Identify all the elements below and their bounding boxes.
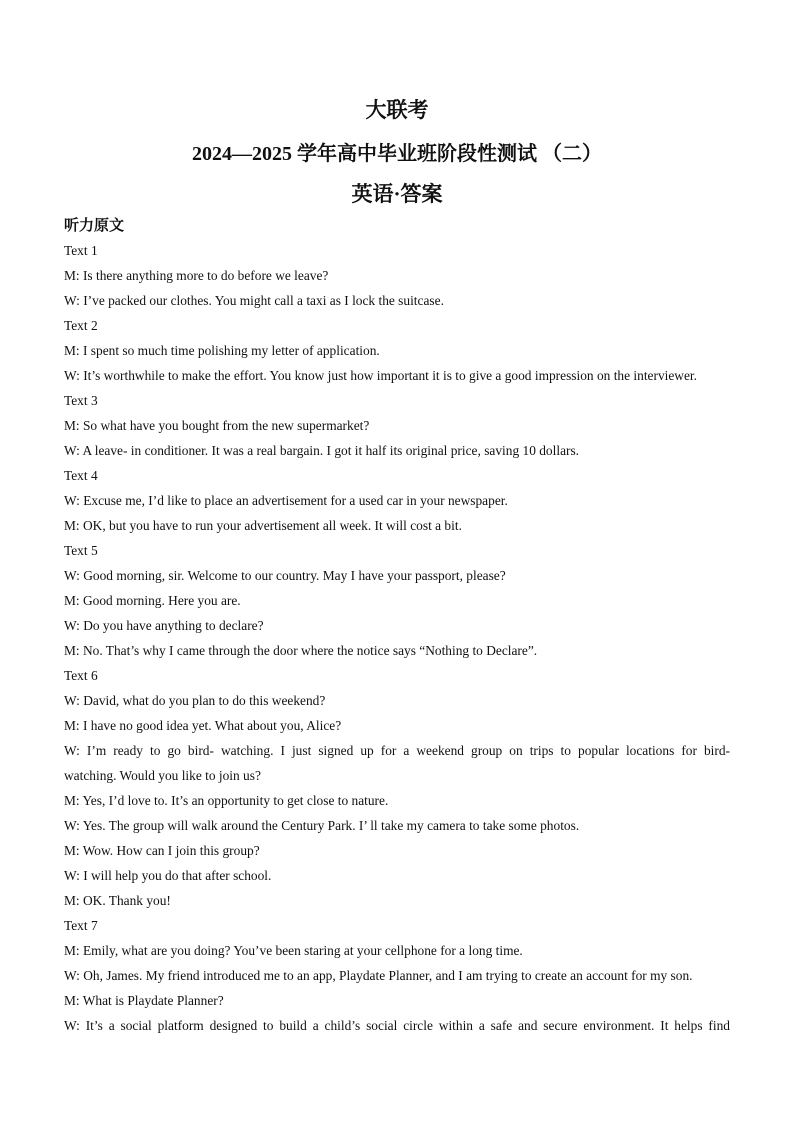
subject-heading: 英语·答案: [351, 182, 443, 206]
transcript-line: M: OK. Thank you!: [64, 893, 171, 908]
transcript-line: M: Good morning. Here you are.: [64, 593, 241, 608]
transcript-line: W: It’s worthwhile to make the effort. You know just how important it is to give a good impression on the interviewer.: [64, 368, 697, 383]
transcript-body: [64, 238, 730, 1038]
transcript-line: Text 5: [64, 543, 98, 558]
transcript-line: Text 7: [64, 918, 98, 933]
transcript-line: watching. Would you like to join us?: [64, 768, 261, 783]
transcript-line: W: Good morning, sir. Welcome to our country. May I have your passport, please?: [64, 568, 506, 583]
exam-title-heading: 2024—2025 学年高中毕业班阶段性测试 （二）: [192, 143, 602, 165]
transcript-line: W: David, what do you plan to do this weekend?: [64, 693, 326, 708]
transcript-line: M: Is there anything more to do before we leave?: [64, 268, 329, 283]
transcript-line: W: It’s a social platform designed to build a child’s social circle within a safe and secure environment. It helps find: [64, 1018, 730, 1033]
transcript-line: M: OK, but you have to run your advertisement all week. It will cost a bit.: [64, 518, 462, 533]
transcript-line: Text 3: [64, 393, 98, 408]
transcript-line: W: I’m ready to go bird- watching. I just signed up for a weekend group on trips to popular locations for bird-: [64, 743, 730, 758]
transcript-line: Text 1: [64, 243, 98, 258]
section-title: 听力原文: [64, 218, 125, 234]
transcript-line: M: No. That’s why I came through the door where the notice says “Nothing to Declare”.: [64, 643, 538, 658]
transcript-line: M: Yes, I’d love to. It’s an opportunity to get close to nature.: [64, 793, 389, 808]
exam-org-heading: 大联考: [365, 98, 429, 122]
transcript-line: M: I have no good idea yet. What about you, Alice?: [64, 718, 342, 733]
transcript-line: W: A leave- in conditioner. It was a real bargain. I got it half its original price, saving 10 dollars.: [64, 443, 580, 458]
transcript-line: W: Do you have anything to declare?: [64, 618, 264, 633]
transcript-line: Text 2: [64, 318, 98, 333]
transcript-line: W: I will help you do that after school.: [64, 868, 272, 883]
transcript-line: M: What is Playdate Planner?: [64, 993, 224, 1008]
transcript-line: Text 6: [64, 668, 98, 683]
transcript-line: M: So what have you bought from the new supermarket?: [64, 418, 370, 433]
transcript-line: M: Emily, what are you doing? You’ve been staring at your cellphone for a long time.: [64, 943, 523, 958]
transcript-line: W: I’ve packed our clothes. You might call a taxi as I lock the suitcase.: [64, 293, 444, 308]
transcript-line: W: Oh, James. My friend introduced me to an app, Playdate Planner, and I am trying to create an account for my son.: [64, 968, 693, 983]
transcript-line: W: Yes. The group will walk around the Century Park. I’ ll take my camera to take some photos.: [64, 818, 580, 833]
transcript-line: M: Wow. How can I join this group?: [64, 843, 260, 858]
transcript-line: M: I spent so much time polishing my letter of application.: [64, 343, 380, 358]
transcript-line: Text 4: [64, 468, 98, 483]
transcript-line: W: Excuse me, I’d like to place an advertisement for a used car in your newspaper.: [64, 493, 508, 508]
